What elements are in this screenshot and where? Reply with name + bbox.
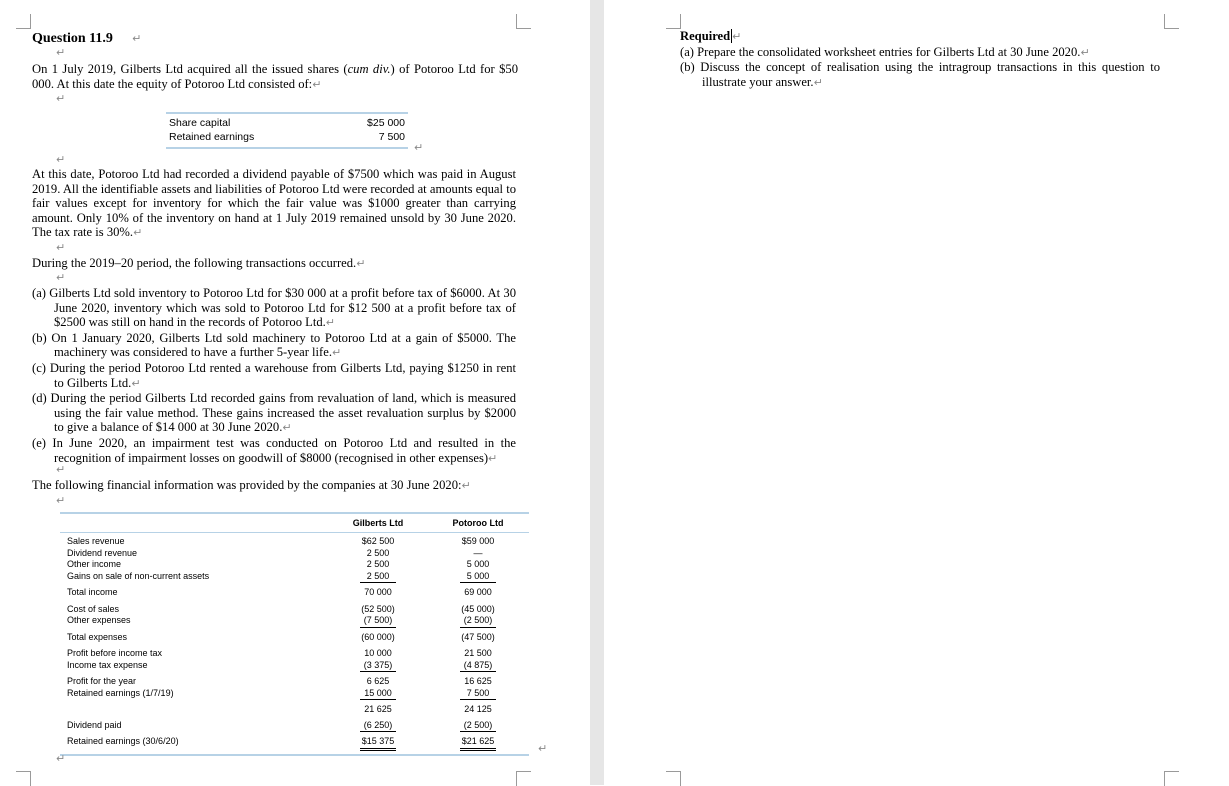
list-item-text: (c) During the period Potoroo Ltd rented a warehouse from Gilberts Ltd, paying $1250 in rent to Gilberts Ltd.	[32, 360, 516, 390]
gilberts-value: 2 500	[366, 547, 390, 558]
row-label: Cost of sales	[67, 603, 120, 614]
list-item	[32, 361, 516, 391]
table-row	[60, 632, 529, 644]
list-item	[680, 45, 1160, 61]
row-label: Other expenses	[67, 615, 131, 625]
paragraph-mark-icon: ↵	[488, 451, 498, 465]
crop-mark	[16, 771, 31, 786]
list-item	[32, 436, 516, 466]
gilberts-value: (7 500)	[360, 615, 396, 628]
table-row	[166, 130, 408, 144]
table-header	[60, 516, 529, 532]
gilberts-value: (3 375)	[360, 660, 396, 673]
potoroo-value: $21 625	[460, 736, 496, 751]
list-item-text: (d) During the period Gilberts Ltd recorded gains from revaluation of land, which is measured using the fair value method. These gains increased the asset revaluation surplus by $2000 to give a balance of $14 000 at 30 June 2020.	[32, 391, 516, 435]
paragraph-mark-icon: ↵	[132, 32, 142, 45]
transactions-intro-text: During the 2019–20 period, the following transactions occurred.	[32, 256, 357, 270]
paragraph-mark-icon: ↵	[56, 752, 66, 765]
required-section	[680, 29, 1160, 90]
list-item	[32, 286, 516, 331]
row-label: Gains on sale of non-current assets	[67, 570, 210, 581]
gilberts-value: $62 500	[361, 536, 395, 546]
required-heading	[680, 29, 1160, 45]
list-item-text: (b) Discuss the concept of realisation using the intragroup transactions in this question to illustrate your answer.	[680, 60, 1160, 89]
list-item	[32, 331, 516, 361]
financial-table	[60, 512, 529, 758]
row-label: Retained earnings (30/6/20)	[67, 736, 179, 746]
table-row	[60, 536, 529, 548]
column-header-gilberts: Gilberts Ltd	[352, 518, 404, 528]
crop-mark	[666, 771, 681, 786]
gilberts-value: 6 625	[366, 676, 390, 686]
row-label: Profit before income tax	[67, 648, 163, 658]
paragraph-mark-icon: ↵	[732, 30, 742, 43]
crop-mark	[1164, 14, 1179, 29]
financial-intro	[32, 478, 516, 494]
row-label: Other income	[67, 559, 122, 569]
intro-paragraph	[32, 62, 518, 92]
column-header-potoroo: Potoroo Ltd	[452, 518, 504, 528]
gilberts-value: (52 500)	[361, 603, 395, 614]
table-row	[60, 548, 529, 560]
gilberts-value: 70 000	[364, 587, 392, 597]
paragraph-mark-icon: ↵	[56, 46, 66, 59]
paragraph-mark-icon: ↵	[538, 742, 548, 755]
row-label	[60, 704, 329, 716]
potoroo-value: (4 875)	[460, 660, 496, 673]
row-label: Total expenses	[67, 631, 128, 642]
paragraph-mark-icon: ↵	[56, 494, 66, 507]
row-label: Retained earnings (1/7/19)	[67, 687, 174, 698]
row-label: Sales revenue	[67, 536, 125, 546]
table-row	[60, 660, 529, 672]
document-page-1	[0, 0, 590, 785]
question-heading	[32, 31, 522, 47]
paragraph-mark-icon: ↵	[312, 77, 322, 91]
financial-intro-text: The following financial information was provided by the companies at 30 June 2020:	[32, 478, 462, 492]
equity-value: 7 500	[378, 131, 405, 143]
potoroo-value: (2 500)	[460, 615, 496, 628]
table-row	[166, 116, 408, 130]
paragraph-mark-icon: ↵	[325, 316, 335, 330]
crop-mark	[16, 14, 31, 29]
gilberts-value: 2 500	[366, 559, 390, 569]
context-text: At this date, Potoroo Ltd had recorded a dividend payable of $7500 which was paid in August 2019. All the identifiable assets and liabilities of Potoroo Ltd were recorded at amounts equal to fair values except for inventory for which the fair value was $1000 greater than carrying amount. Only 10% of the inventory on hand at 1 July 2019 remained unsold by 30 June 2020. The tax rate is 30%.	[32, 167, 516, 240]
potoroo-value: 5 000	[466, 559, 490, 569]
gilberts-value: $15 375	[360, 736, 396, 751]
paragraph-mark-icon: ↵	[56, 153, 66, 166]
financial-rows	[60, 536, 529, 748]
paragraph-mark-icon: ↵	[282, 421, 292, 435]
equity-table	[166, 112, 408, 149]
table-row	[60, 559, 529, 571]
question-title: Question 11.9	[32, 31, 113, 46]
required-title: Required	[680, 29, 731, 43]
paragraph-mark-icon: ↵	[133, 226, 143, 240]
list-item-text: (a) Prepare the consolidated worksheet entries for Gilberts Ltd at 30 June 2020.	[680, 44, 1081, 59]
paragraph-mark-icon: ↵	[1080, 45, 1090, 59]
paragraph-mark-icon: ↵	[356, 257, 366, 270]
table-row	[60, 587, 529, 599]
crop-mark	[516, 14, 531, 29]
paragraph-mark-icon: ↵	[332, 346, 342, 360]
table-row	[60, 676, 529, 688]
potoroo-value: (2 500)	[460, 720, 496, 733]
row-label: Income tax expense	[67, 659, 148, 670]
intro-text: ) of Potoroo Ltd for $50 000. At this date the equity of Potoroo Ltd consisted of:	[32, 62, 518, 91]
row-label: Total income	[67, 587, 118, 597]
gilberts-value: (60 000)	[361, 631, 395, 642]
crop-mark	[1164, 771, 1179, 786]
paragraph-mark-icon: ↵	[56, 271, 66, 284]
gilberts-value: 15 000	[360, 688, 396, 701]
list-item-text: (a) Gilberts Ltd sold inventory to Potoroo Ltd for $30 000 at a profit before tax of $6000. At 30 June 2020, inventory which was sold to Potoroo Ltd for $12 500 at a profit before tax of $2500 was still on hand in the records of Potoroo Ltd.	[32, 286, 516, 330]
row-label: Profit for the year	[67, 676, 137, 686]
equity-label: Retained earnings	[169, 131, 255, 143]
potoroo-value: (47 500)	[461, 631, 495, 642]
intro-cum-div: cum div.	[347, 62, 391, 76]
table-row	[60, 704, 529, 716]
crop-mark	[666, 14, 681, 29]
list-item	[680, 60, 1160, 90]
transactions-intro	[32, 256, 516, 272]
list-item-text: (e) In June 2020, an impairment test was conducted on Potoroo Ltd and resulted in the recognition of impairment losses on goodwill of $8000 (recognised in other expenses)	[32, 435, 516, 465]
gilberts-value: 10 000	[364, 648, 392, 658]
list-item	[32, 391, 516, 436]
row-label: Dividend revenue	[67, 547, 138, 558]
paragraph-mark-icon: ↵	[813, 75, 823, 89]
potoroo-value: 16 625	[464, 676, 492, 686]
intro-text: On 1 July 2019, Gilberts Ltd acquired all the issued shares (	[32, 62, 348, 76]
potoroo-value: 24 125	[464, 704, 492, 714]
potoroo-value: (45 000)	[461, 603, 495, 614]
potoroo-value: 21 500	[464, 648, 492, 658]
paragraph-mark-icon: ↵	[56, 92, 66, 105]
potoroo-value: 5 000	[460, 571, 496, 584]
gilberts-value: (6 250)	[360, 720, 396, 733]
potoroo-value: —	[473, 547, 483, 558]
paragraph-mark-icon: ↵	[56, 241, 66, 254]
context-paragraph	[32, 167, 516, 241]
table-row	[60, 688, 529, 700]
paragraph-mark-icon: ↵	[56, 463, 66, 476]
table-row	[60, 720, 529, 732]
paragraph-mark-icon: ↵	[461, 479, 471, 492]
potoroo-value: 7 500	[460, 688, 496, 701]
table-row	[60, 615, 529, 627]
paragraph-mark-icon: ↵	[131, 376, 141, 390]
potoroo-value: $59 000	[461, 536, 495, 546]
equity-label: Share capital	[169, 117, 231, 129]
table-row	[60, 648, 529, 660]
crop-mark	[516, 771, 531, 786]
table-row	[60, 736, 529, 748]
gilberts-value: 21 625	[364, 704, 392, 714]
potoroo-value: 69 000	[464, 587, 492, 597]
table-row	[60, 604, 529, 616]
list-item-text: (b) On 1 January 2020, Gilberts Ltd sold machinery to Potoroo Ltd at a gain of $5000. The machinery was considered to have a further 5-year life.	[32, 330, 516, 360]
gilberts-value: 2 500	[360, 571, 396, 584]
paragraph-mark-icon: ↵	[414, 141, 424, 154]
page-gutter	[590, 0, 604, 785]
transaction-list	[32, 286, 516, 466]
equity-value: $25 000	[367, 117, 405, 129]
row-label: Dividend paid	[67, 719, 122, 730]
document-page-2	[604, 0, 1229, 785]
table-row	[60, 571, 529, 583]
